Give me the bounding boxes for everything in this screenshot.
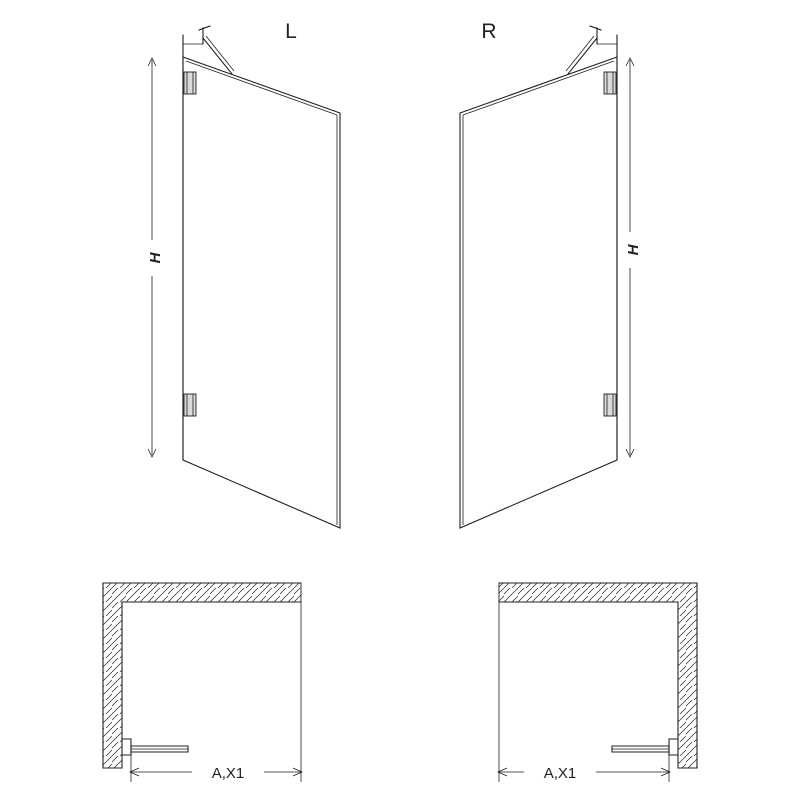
- left-variant-label: L: [285, 20, 297, 43]
- right-lower-bracket: [604, 394, 616, 416]
- left-support-bar-end: [199, 26, 210, 30]
- right-glass-panel: [460, 57, 617, 528]
- right-support-bar-diagonal-inner: [566, 36, 594, 71]
- left-plan-wall-hatch: [103, 583, 301, 768]
- left-plan-wall-profile: [122, 739, 131, 755]
- left-plan-width-label: A,X1: [211, 765, 245, 782]
- right-plan-width-label: A,X1: [543, 765, 577, 782]
- plan-right-view: [498, 583, 697, 782]
- perspective-left-view: [142, 26, 340, 528]
- left-upper-bracket: [184, 72, 196, 94]
- right-plan-wall-hatch: [499, 583, 697, 768]
- right-plan-wall-profile: [669, 739, 678, 755]
- left-lower-bracket: [184, 394, 196, 416]
- right-glass-top-inner: [463, 61, 614, 115]
- plan-left-view: [103, 583, 302, 782]
- right-height-label: H: [625, 244, 642, 256]
- right-support-bar-end: [590, 26, 601, 30]
- left-glass-panel: [183, 57, 340, 528]
- left-glass-top-inner: [186, 61, 337, 115]
- left-height-label: H: [147, 252, 164, 264]
- right-variant-label: R: [481, 20, 497, 43]
- left-support-bar-diagonal-inner: [206, 36, 234, 71]
- right-upper-bracket: [604, 72, 616, 94]
- perspective-right-view: [460, 26, 642, 528]
